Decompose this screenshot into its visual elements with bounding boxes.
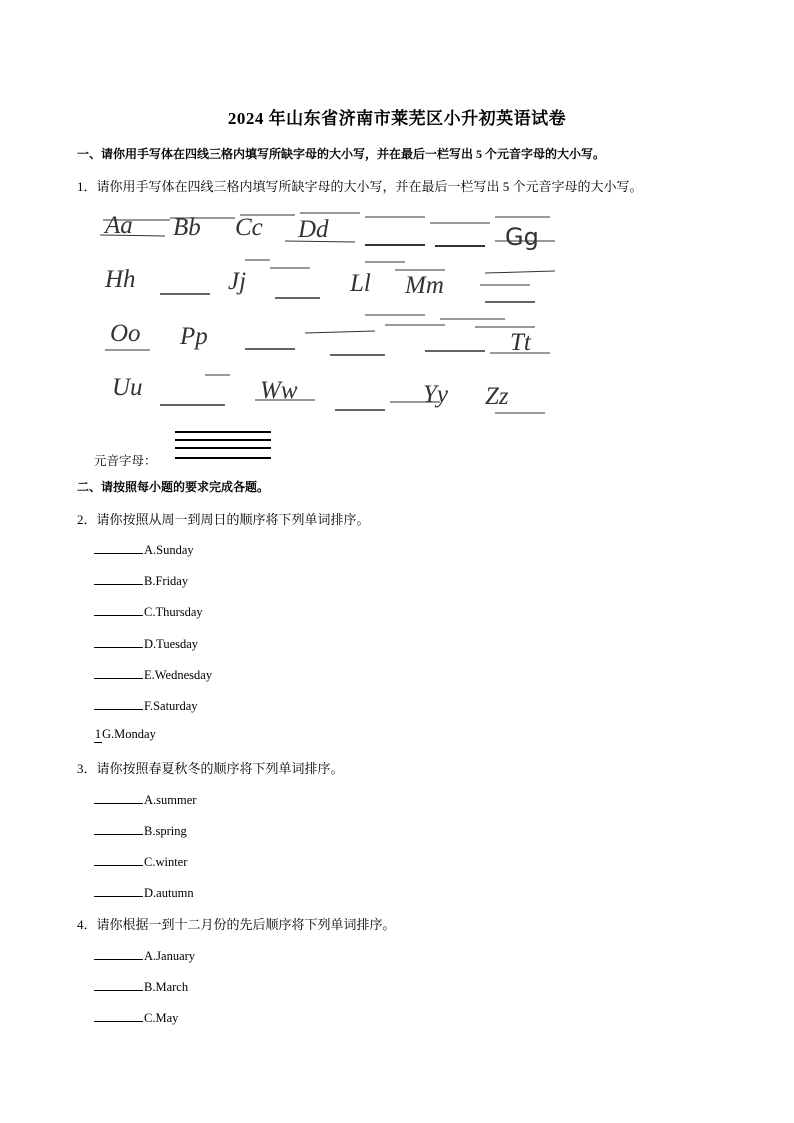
answer-blank[interactable]	[94, 634, 143, 648]
answer-blank[interactable]	[94, 821, 143, 835]
answer-blank[interactable]	[94, 1008, 143, 1022]
q2-option-d: D.Tuesday	[94, 634, 198, 652]
answer-blank[interactable]	[94, 665, 143, 679]
page-title: 2024 年山东省济南市莱芜区小升初英语试卷	[227, 109, 567, 128]
answer-blank[interactable]	[94, 602, 143, 616]
letter-Oo: Oo	[110, 320, 141, 347]
answer-blank[interactable]	[94, 883, 143, 897]
preset-answer: 1	[94, 727, 102, 741]
question-3-prompt: 3．请你按照春夏秋冬的顺序将下列单词排序。	[77, 761, 344, 776]
answer-blank[interactable]	[94, 977, 143, 991]
q3-option-a: A.summer	[94, 790, 196, 808]
letter-Uu: Uu	[112, 374, 143, 401]
letter-Pp: Pp	[180, 323, 208, 350]
letter-Zz: Zz	[485, 383, 509, 410]
letter-Hh: Hh	[105, 266, 136, 293]
vowel-label: 元音字母：	[94, 453, 157, 468]
q4-option-a: A.January	[94, 946, 195, 964]
vowel-writing-lines	[173, 428, 273, 464]
q3-option-c: C.winter	[94, 852, 187, 870]
answer-blank[interactable]	[94, 790, 143, 804]
letter-Tt: Tt	[510, 329, 531, 356]
q3-option-d: D.autumn	[94, 883, 194, 901]
section-2-heading: 二、请按照每小题的要求完成各题。	[77, 480, 270, 494]
q2-option-e: E.Wednesday	[94, 665, 212, 683]
q2-option-b: B.Friday	[94, 571, 188, 589]
letter-Cc: Cc	[235, 214, 263, 241]
letter-Bb: Bb	[173, 214, 201, 241]
letter-Aa: Aa	[105, 212, 133, 239]
letter-Dd: Dd	[298, 216, 329, 243]
answer-blank[interactable]	[94, 852, 143, 866]
answer-blank[interactable]	[94, 696, 143, 710]
handwriting-letter-grid	[95, 205, 560, 430]
letter-Jj: Jj	[228, 268, 247, 295]
letter-Gg: Gg	[505, 223, 539, 251]
q4-option-b: B.March	[94, 977, 188, 995]
q2-option-a: A.Sunday	[94, 540, 194, 558]
question-4-prompt: 4．请你根据一到十二月份的先后顺序将下列单词排序。	[77, 917, 396, 932]
letter-Mm: Mm	[405, 272, 444, 299]
answer-blank[interactable]	[94, 540, 143, 554]
q2-option-f: F.Saturday	[94, 696, 198, 714]
letter-Ll: Ll	[350, 270, 371, 297]
answer-blank[interactable]	[94, 946, 143, 960]
q2-option-c: C.Thursday	[94, 602, 203, 620]
q2-option-g: 1G.Monday	[94, 727, 156, 741]
q3-option-b: B.spring	[94, 821, 187, 839]
letter-Yy: Yy	[423, 381, 448, 408]
section-1-heading: 一、请你用手写体在四线三格内填写所缺字母的大小写，并在最后一栏写出 5 个元音字母的大小写。	[77, 147, 606, 161]
letter-Ww: Ww	[260, 377, 298, 404]
question-2-prompt: 2．请你按照从周一到周日的顺序将下列单词排序。	[77, 512, 370, 527]
answer-blank[interactable]	[94, 571, 143, 585]
q4-option-c: C.May	[94, 1008, 178, 1026]
question-1-prompt: 1．请你用手写体在四线三格内填写所缺字母的大小写，并在最后一栏写出 5 个元音字母的大小写。	[77, 179, 643, 194]
